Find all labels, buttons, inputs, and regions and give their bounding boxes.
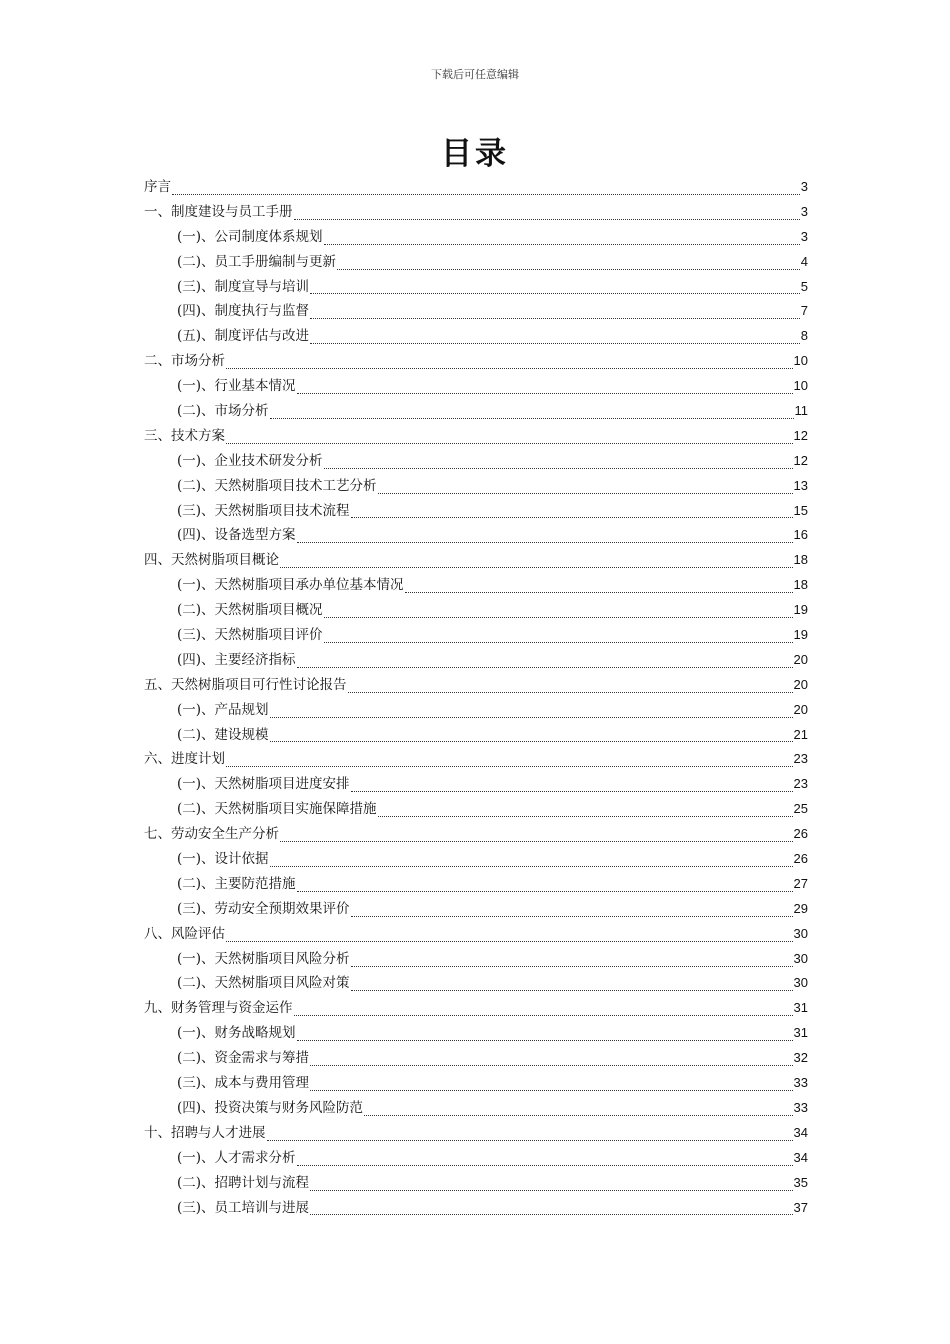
toc-subentry[interactable] (144, 972, 808, 997)
toc-entry-page: 16 (793, 527, 808, 543)
toc-entry-page: 11 (794, 403, 808, 418)
toc-entry-page: 18 (793, 577, 808, 593)
toc-entry-label: 五、天然树脂项目可行性讨论报告 (144, 676, 347, 693)
toc-entry-page: 23 (793, 751, 808, 767)
dot-leader (351, 984, 793, 991)
dot-leader (351, 511, 793, 518)
toc-subentry[interactable] (144, 449, 808, 474)
toc-entry-label: (一)、财务战略规划 (177, 1025, 296, 1042)
toc-entry-page: 5 (800, 278, 808, 294)
toc-subentry[interactable] (144, 723, 808, 748)
dot-leader (297, 661, 793, 668)
toc-subentry[interactable] (144, 275, 808, 300)
toc-entry-page: 29 (793, 900, 808, 916)
dot-leader (324, 611, 793, 618)
toc-subentry[interactable] (144, 872, 808, 897)
toc-entry-page: 13 (793, 477, 808, 493)
toc-subentry[interactable] (144, 523, 808, 548)
dot-leader (226, 362, 793, 369)
toc-subentry[interactable] (144, 847, 808, 872)
dot-leader (297, 1034, 793, 1041)
dot-leader (297, 536, 793, 543)
dot-leader (270, 735, 793, 742)
toc-subentry[interactable] (144, 250, 808, 275)
dot-leader (226, 437, 793, 444)
toc-entry-page: 35 (793, 1174, 808, 1190)
toc-entry-label: 三、技术方案 (144, 427, 225, 444)
toc-title: 目录 (441, 136, 509, 172)
toc-entry-page: 33 (793, 1075, 808, 1091)
toc-entry-label: (四)、制度执行与监督 (177, 303, 310, 320)
toc-subentry[interactable] (144, 374, 808, 399)
toc-entry-page: 37 (793, 1199, 808, 1215)
dot-leader (310, 287, 800, 294)
toc-subentry[interactable] (144, 947, 808, 972)
dot-leader (297, 885, 793, 892)
toc-entry[interactable] (144, 673, 808, 698)
dot-leader (351, 960, 793, 967)
toc-entry-label: (三)、成本与费用管理 (177, 1075, 310, 1092)
toc-entry-label: (二)、建设规模 (177, 726, 269, 743)
toc-entry-label: (二)、招聘计划与流程 (177, 1174, 310, 1191)
toc-entry-page: 19 (793, 602, 808, 618)
dot-leader (351, 910, 793, 917)
toc-entry-label: (二)、天然树脂项目风险对策 (177, 975, 350, 992)
toc-entry-page: 32 (793, 1050, 808, 1066)
toc-entry-label: (二)、员工手册编制与更新 (177, 253, 337, 270)
toc-entry-label: (二)、天然树脂项目技术工艺分析 (177, 477, 377, 494)
dot-leader (351, 785, 793, 792)
dot-leader (310, 1084, 792, 1091)
toc-subentry[interactable] (144, 897, 808, 922)
toc-entry-label: (三)、天然树脂项目技术流程 (177, 502, 350, 519)
toc-entry-page: 30 (793, 950, 808, 966)
toc-entry-label: 十、招聘与人才进展 (144, 1124, 266, 1141)
toc-entry-label: (一)、天然树脂项目风险分析 (177, 950, 350, 967)
dot-leader (226, 935, 793, 942)
toc-subentry[interactable] (144, 324, 808, 349)
dot-leader (324, 636, 793, 643)
toc-subentry[interactable] (144, 1146, 808, 1171)
toc-entry-label: (二)、天然树脂项目实施保障措施 (177, 801, 377, 818)
dot-leader (310, 312, 800, 319)
toc-entry-label: (二)、资金需求与筹措 (177, 1050, 310, 1067)
toc-entry-label: (一)、企业技术研发分析 (177, 452, 323, 469)
toc-subentry[interactable] (144, 474, 808, 499)
dot-leader (267, 1134, 793, 1141)
toc-entry-label: (一)、公司制度体系规划 (177, 228, 323, 245)
table-of-contents (144, 175, 808, 1220)
toc-entry[interactable] (144, 747, 808, 772)
dot-leader (378, 810, 793, 817)
toc-entry-label: 七、劳动安全生产分析 (144, 826, 279, 843)
toc-entry-label: (三)、劳动安全预期效果评价 (177, 900, 350, 917)
toc-entry-page: 8 (800, 328, 808, 344)
toc-entry-label: 二、市场分析 (144, 353, 225, 370)
toc-entry-label: 九、财务管理与资金运作 (144, 1000, 293, 1017)
toc-entry-label: (三)、员工培训与进展 (177, 1199, 310, 1216)
dot-leader (172, 188, 800, 195)
toc-entry-label: (二)、主要防范措施 (177, 875, 296, 892)
toc-entry[interactable] (144, 175, 808, 200)
dot-leader (378, 487, 793, 494)
toc-entry[interactable] (144, 548, 808, 573)
dot-leader (310, 1184, 792, 1191)
dot-leader (310, 1059, 792, 1066)
toc-entry-page: 19 (793, 627, 808, 643)
toc-entry-page: 34 (793, 1124, 808, 1140)
toc-entry-label: 一、制度建设与员工手册 (144, 203, 293, 220)
dot-leader (337, 263, 800, 270)
dot-leader (280, 835, 793, 842)
toc-entry-page: 31 (793, 1025, 808, 1041)
toc-entry-page: 18 (793, 552, 808, 568)
toc-entry-page: 21 (793, 726, 808, 742)
toc-entry-label: (二)、市场分析 (177, 403, 269, 419)
toc-entry-label: (五)、制度评估与改进 (177, 328, 310, 345)
dot-leader (324, 238, 800, 245)
toc-entry-page: 12 (793, 427, 808, 443)
toc-entry[interactable] (144, 822, 808, 847)
dot-leader (310, 337, 800, 344)
toc-subentry[interactable] (144, 399, 808, 424)
toc-entry[interactable] (144, 996, 808, 1021)
toc-entry-label: (一)、人才需求分析 (177, 1149, 296, 1166)
toc-subentry[interactable] (144, 698, 808, 723)
dot-leader (297, 387, 793, 394)
toc-entry-page: 30 (793, 975, 808, 991)
dot-leader (280, 561, 793, 568)
toc-entry-page: 3 (800, 178, 808, 194)
dot-leader (324, 462, 793, 469)
toc-entry-page: 34 (793, 1149, 808, 1165)
toc-entry-label: 八、风险评估 (144, 925, 225, 942)
toc-entry-page: 20 (793, 701, 808, 717)
toc-subentry[interactable] (144, 1021, 808, 1046)
toc-entry-page: 3 (800, 203, 808, 219)
toc-entry-page: 26 (793, 826, 808, 842)
toc-entry-page: 10 (793, 353, 808, 369)
toc-entry-page: 20 (793, 676, 808, 692)
toc-entry[interactable] (144, 200, 808, 225)
toc-entry-label: (四)、主要经济指标 (177, 651, 296, 668)
toc-entry-label: (三)、天然树脂项目评价 (177, 627, 323, 644)
toc-subentry[interactable] (144, 772, 808, 797)
toc-entry-page: 3 (800, 228, 808, 244)
dot-leader (364, 1109, 792, 1116)
header-note: 下载后可任意编辑 (431, 68, 519, 81)
dot-leader (294, 1009, 793, 1016)
toc-subentry[interactable] (144, 1171, 808, 1196)
dot-leader (348, 686, 793, 693)
dot-leader (405, 586, 793, 593)
toc-subentry[interactable] (144, 623, 808, 648)
toc-subentry[interactable] (144, 797, 808, 822)
toc-subentry[interactable] (144, 1046, 808, 1071)
toc-entry[interactable] (144, 922, 808, 947)
toc-entry-label: (一)、产品规划 (177, 701, 269, 718)
toc-entry-page: 23 (793, 776, 808, 792)
toc-subentry[interactable] (144, 1071, 808, 1096)
toc-entry-label: 序言 (144, 178, 171, 195)
toc-entry-page: 7 (800, 303, 808, 319)
toc-entry[interactable] (144, 349, 808, 374)
toc-entry-page: 12 (793, 452, 808, 468)
toc-entry-page: 31 (793, 1000, 808, 1016)
toc-entry-page: 30 (793, 925, 808, 941)
toc-entry-page: 25 (793, 801, 808, 817)
dot-leader (226, 760, 793, 767)
toc-entry-label: (三)、制度宣导与培训 (177, 278, 310, 295)
dot-leader (297, 1159, 793, 1166)
dot-leader (270, 860, 793, 867)
toc-entry-label: 六、进度计划 (144, 751, 225, 768)
toc-subentry[interactable] (144, 1096, 808, 1121)
toc-entry-label: (四)、设备选型方案 (177, 527, 296, 544)
toc-entry-page: 20 (793, 651, 808, 667)
toc-entry-label: (一)、行业基本情况 (177, 378, 296, 395)
toc-entry-page: 15 (793, 502, 808, 518)
toc-entry-label: (二)、天然树脂项目概况 (177, 602, 323, 619)
toc-entry-page: 10 (793, 378, 808, 394)
toc-subentry[interactable] (144, 499, 808, 524)
toc-subentry[interactable] (144, 299, 808, 324)
toc-entry-label: (四)、投资决策与财务风险防范 (177, 1099, 364, 1116)
toc-subentry[interactable] (144, 225, 808, 250)
toc-entry-page: 26 (793, 851, 808, 867)
dot-leader (294, 213, 800, 220)
toc-entry-page: 33 (793, 1099, 808, 1115)
dot-leader (270, 412, 794, 419)
toc-entry-label: (一)、天然树脂项目进度安排 (177, 776, 350, 793)
toc-entry[interactable] (144, 1121, 808, 1146)
toc-entry-page: 27 (793, 875, 808, 891)
toc-entry[interactable] (144, 424, 808, 449)
dot-leader (310, 1208, 792, 1215)
toc-subentry[interactable] (144, 648, 808, 673)
toc-entry-page: 4 (800, 253, 808, 269)
toc-entry-label: (一)、天然树脂项目承办单位基本情况 (177, 577, 404, 594)
toc-subentry[interactable] (144, 598, 808, 623)
dot-leader (270, 711, 793, 718)
toc-entry-label: (一)、设计依据 (177, 851, 269, 868)
toc-subentry[interactable] (144, 1196, 808, 1221)
toc-entry-label: 四、天然树脂项目概论 (144, 552, 279, 569)
toc-subentry[interactable] (144, 573, 808, 598)
